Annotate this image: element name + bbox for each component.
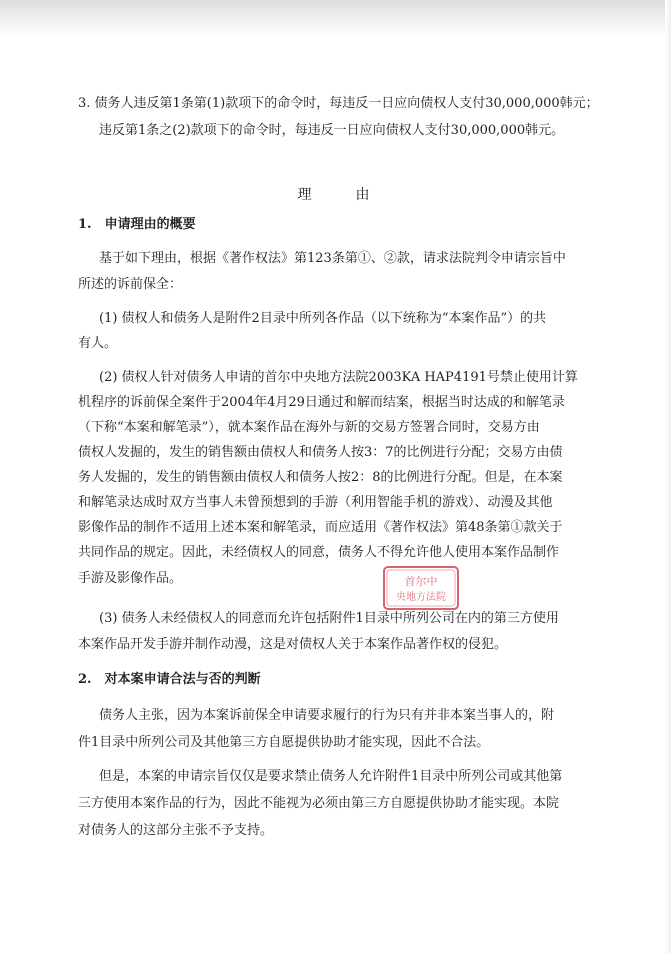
section2-para2-line: 三方使用本案作品的行为，因此不能视为必须由第三方自愿提供协助才能实现。本院 [78, 796, 560, 811]
para3-line: 本案作品开发手游并制作动漫，这是对债权人关于本案作品著作权的侵犯。 [78, 637, 508, 652]
section2-para1-line: 件1目录中所列公司及其他第三方自愿提供协助才能实现，因此不合法。 [78, 735, 490, 750]
section2-para1-line: 债务人主张，因为本案诉前保全申请要求履行的行为只有并非本案当事人的，附 [99, 708, 555, 723]
para2-line: 和解笔录达成时双方当事人未曾预想到的手游（利用智能手机的游戏）、动漫及其他 [78, 495, 553, 510]
section1-intro-line: 所述的诉前保全： [78, 277, 183, 292]
item3-line2: 违反第1条之(2)款项下的命令时，每违反一日应向债权人支付30,000,000韩元。 [99, 123, 565, 138]
para2-line: 共同作品的规定。因此，未经债权人的同意，债务人不得允许他人使用本案作品制作 [78, 545, 560, 560]
reasons-title-char2: 由 [355, 187, 374, 203]
section2-para2-line: 对债务人的这部分主张不予支持。 [78, 823, 274, 838]
para2-line: （下称“本案和解笔录”），就本案作品在海外与新的交易方签署合同时，交易方由 [78, 420, 540, 435]
section1-intro-line: 基于如下理由，根据《著作权法》第123条第①、②款，请求法院判令申请宗旨中 [99, 251, 566, 266]
para3-line: (3) 债务人未经债权人的同意而允许包括附件1目录中所列公司在内的第三方使用 [99, 611, 559, 626]
seal-text-bottom: 央地方法院 [396, 592, 446, 603]
para1-line: (1) 债权人和债务人是附件2目录中所列各作品（以下统称为“本案作品”）的共 [99, 311, 547, 326]
para2-line: 机程序的诉前保全案件于2004年4月29日通过和解而结案，根据当时达成的和解笔录 [78, 395, 565, 410]
para1-line: 有人。 [78, 336, 118, 351]
seal-text-top: 首尔中 [404, 575, 438, 588]
court-seal-stamp [382, 565, 460, 611]
para2-line: 务人发掘的，发生的销售额由债权人和债务人按2：8的比例进行分配。但是，在本案 [78, 470, 563, 485]
para2-line: 影像作品的制作不适用上述本案和解笔录，而应适用《著作权法》第48条第①款关于 [78, 520, 563, 535]
section1-heading: 1. 申请理由的概要 [78, 217, 196, 232]
reasons-title-char1: 理 [297, 187, 316, 203]
item3-line1: 3. 债务人违反第1条第(1)款项下的命令时，每违反一日应向债权人支付30,000,000韩元； [78, 96, 599, 111]
section2-para2-line: 但是，本案的申请宗旨仅仅是要求禁止债务人允许附件1目录中所列公司或其他第 [99, 769, 563, 784]
section2-heading: 2. 对本案申请合法与否的判断 [78, 672, 261, 687]
reasons-title [0, 184, 671, 204]
para2-line: 手游及影像作品。 [78, 571, 183, 586]
para2-line: (2) 债权人针对债务人申请的首尔中央地方法院2003KA HAP4191号禁止使用计算 [99, 370, 578, 385]
para2-line: 债权人发掘的，发生的销售额由债权人和债务人按3：7的比例进行分配；交易方由债 [78, 445, 563, 460]
